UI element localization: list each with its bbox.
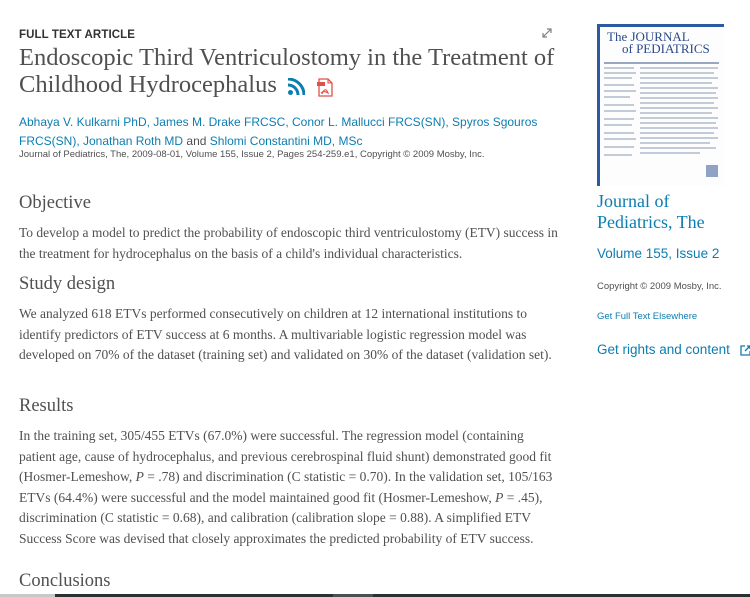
journal-cover-image[interactable] (597, 24, 724, 186)
rss-icon[interactable] (287, 78, 305, 96)
authors-list (19, 113, 559, 151)
section-heading-study-design: Study design (19, 274, 116, 294)
cover-title-line2: of PEDIATRICS (622, 41, 710, 56)
results-text-part2: = .78) and discrimination (C statistic = 0.70). In the validation set, 105/163 ETVs (64.4%) were successful and the model maintained good fit (Hosmer-Lemeshow, (19, 469, 553, 505)
section-heading-objective: Objective (19, 193, 91, 213)
volume-issue-link[interactable]: Volume 155, Issue 2 (597, 246, 720, 261)
results-text-part1: In the training set, 305/455 ETVs (67.0%) were successful. The regression model (containing patient age, cause of hydrocephalus, and previous cerebrospinal fluid shunt) demonstrated good fit (Hosmer-Lemeshow, (19, 428, 552, 484)
full-text-elsewhere-link[interactable]: Get Full Text Elsewhere (597, 311, 698, 322)
cover-top-bar (600, 24, 724, 27)
copyright-text: Copyright © 2009 Mosby, Inc. (597, 281, 722, 292)
results-text-part3: = .45), discrimination (C statistic = 0.68), and calibration (calibration slope = 0.88). A simplified ETV Success Score was devised that closely approximates the predicted probability of ETV success. (19, 489, 543, 546)
cover-title-line1: The JOURNAL (607, 29, 690, 44)
article-type-label: FULL TEXT ARTICLE (19, 29, 136, 41)
publisher-logo (706, 165, 718, 177)
rights-and-content-link[interactable] (597, 342, 750, 357)
pdf-icon[interactable] (316, 78, 334, 97)
section-heading-conclusions: Conclusions (19, 571, 111, 591)
p-value-symbol: P (495, 489, 504, 505)
section-text-results (19, 426, 559, 549)
author-links-line1[interactable]: Abhaya V. Kulkarni PhD, James M. Drake FRCSC, Conor L. Mallucci FRCS(SN), Spyros Sgouros (19, 115, 538, 129)
author-links-line2[interactable]: FRCS(SN), Jonathan Roth MD (19, 134, 184, 148)
citation: Journal of Pediatrics, The, 2009-08-01, Volume 155, Issue 2, Pages 254-259.e1, Copyright © 2009 Mosby, Inc. (19, 149, 485, 160)
section-heading-results: Results (19, 396, 74, 416)
rights-and-content-label: Get rights and content (597, 342, 730, 357)
article-title (19, 44, 559, 99)
section-text-study-design: We analyzed 618 ETVs performed consecutively on children at 12 international institutions to identify predictors of ETV success at 6 months. A multivariable logistic regression model was developed on 70% of the dataset (training set) and validated on 30% of the dataset (validation set). (19, 306, 552, 362)
article-title-text: Endoscopic Third Ventriculostomy in the Treatment of Childhood Hydrocephalus (19, 44, 555, 98)
external-link-icon (739, 344, 750, 356)
section-text-objective: To develop a model to predict the probability of endoscopic third ventriculostomy (ETV) success in the treatment for hydrocephalus on the basis of a child's individual characteristics. (19, 225, 558, 261)
expand-icon[interactable] (541, 27, 553, 39)
journal-name-link[interactable]: Journal of Pediatrics, The (597, 191, 705, 232)
authors-and: and (183, 134, 210, 148)
p-value-symbol: P (135, 469, 144, 484)
author-link-constantini[interactable]: Shlomi Constantini MD, MSc (209, 134, 363, 148)
